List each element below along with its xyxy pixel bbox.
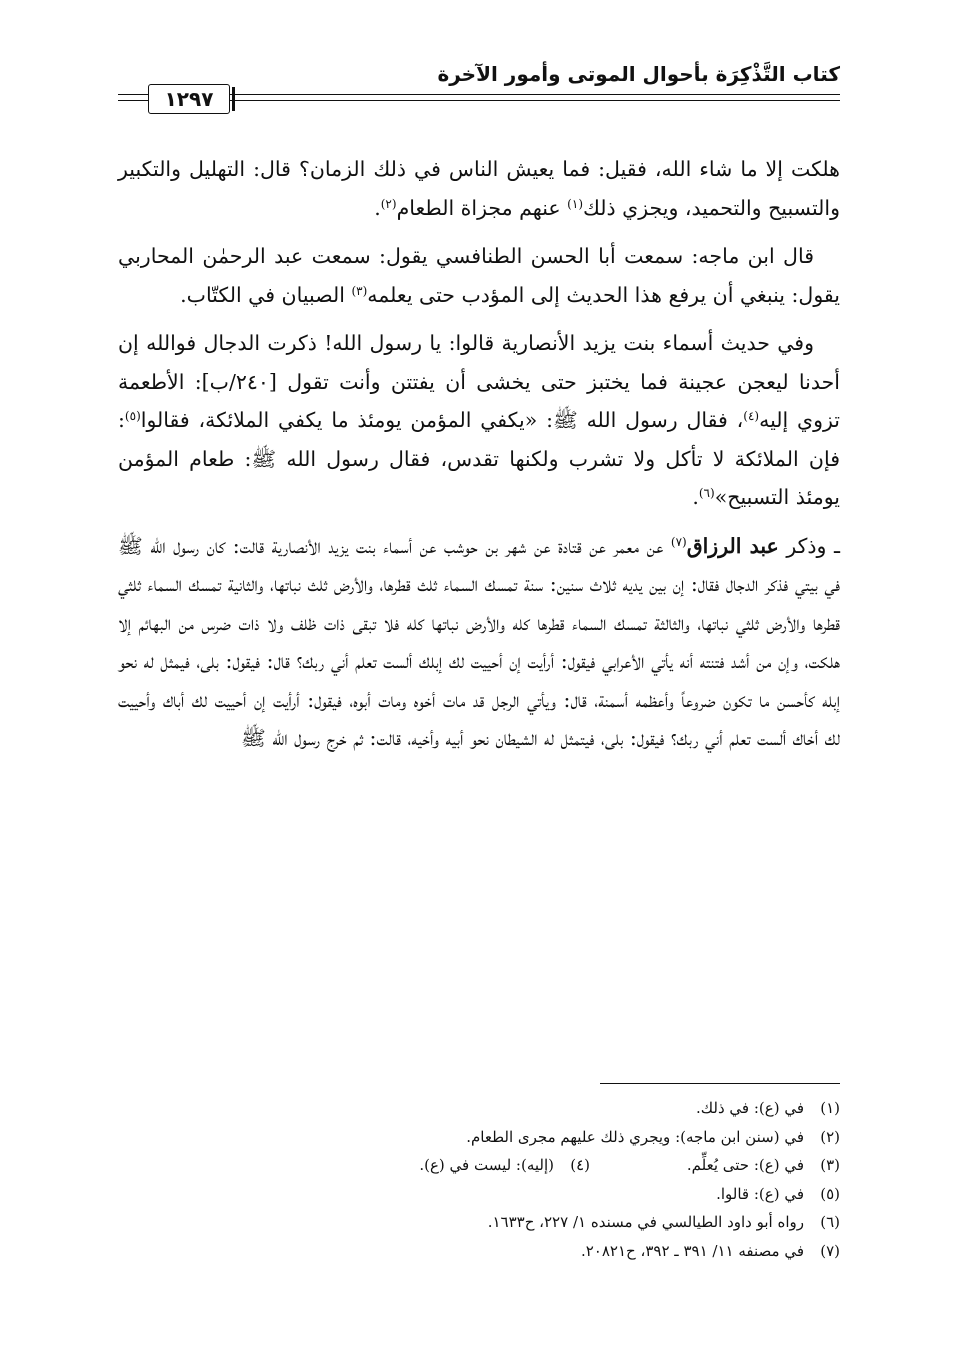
footnote-7 — [118, 1237, 840, 1266]
paragraph-2 — [118, 237, 840, 314]
paragraph-text: عن معمر عن قتادة عن شهر بن حوشب عن أسماء بنت يزيد الأنصارية قالت: كان رسول الله ﷺ في بيتي فذكر الدجال فقال: إن بين يديه ثلاث سنين: سنة تمسك السماء ثلث قطرها، والأرض ثلث نباتها، والثانية تمسك السماء ثلثي قطرها والأرض ثلثي نباتها، والثالثة تمسك السماء قطرها كله والأرض نباتها كله فلا تبقى ذات ظلف ولا ذات ضرس من البهائم إلا هلكت، وإن من أشد فتنته أنه يأتي الأعرابي فيقول: أرأيت إن أحييت لك إبلك ألست تعلم أني ربك؟ قال: فيقول: بلى، فيمثل له نحو إبله كأحسن ما تكون ضروعاً وأعظمه أسمنة، قال: ويأتي الرجل قد مات أخوه ومات أبوه، فيقول: أرأيت إن أحييت لك أباك وأحييت لك أخاك ألست تعلم أني ربك؟ فيقول: بلى، فيتمثل له الشيطان نحو أبيه وأخيه، قالت: ثم خرج رسول الله ﷺ — [118, 533, 840, 750]
footnote-number: (٢) — [820, 1127, 840, 1146]
footnote-text: في (ع): حتى يُعلِّم. — [686, 1156, 804, 1174]
footnote-ref-4[interactable]: (٤) — [743, 409, 760, 423]
footnote-text: في (سنن ابن ماجه): ويجري ذلك عليهم مجرى الطعام. — [466, 1127, 804, 1146]
footnote-ref-6[interactable]: (٦) — [698, 486, 715, 500]
footnote-2 — [118, 1123, 840, 1152]
footnote-row-3-4 — [118, 1151, 840, 1180]
paragraph-1 — [118, 150, 840, 227]
running-header — [118, 62, 840, 122]
paragraph-text: . — [374, 195, 381, 220]
paragraph-text: ، فقال رسول الله ﷺ: «يكفي المؤمن يومئذ ما يكفي الملائكة، فقالوا — [140, 408, 744, 432]
footnote-number: (٥) — [820, 1184, 840, 1203]
paragraph-3 — [118, 324, 840, 517]
narrator-name: عبد الرزاق — [686, 533, 779, 558]
footnote-text: رواه أبو داود الطيالسي في مسنده ١/ ٢٢٧، ح١٦٣٣. — [487, 1213, 804, 1231]
footnote-text: (إليه): ليست في (ع). — [419, 1156, 554, 1174]
paragraph-text: هلكت إلا ما شاء الله، فقيل: فما يعيش الناس في ذلك الزمان؟ قال: التهليل والتكبير والتسبيح والتحميد، ويجزي ذلك — [118, 157, 840, 220]
book-title: كتاب التَّذْكِرَة بأحوال الموتى وأمور الآخرة — [437, 62, 840, 86]
paragraph-4 — [118, 527, 840, 758]
footnote-ref-1[interactable]: (١) — [567, 196, 583, 211]
footnote-text: في (ع): في ذلك. — [695, 1099, 804, 1117]
page-number: ١٢٩٧ — [148, 84, 230, 114]
footnote-text: في مصنفه ١١/ ٣٩١ ـ ٣٩٢، ح٢٠٨٢١. — [580, 1241, 804, 1260]
footnote-text: في (ع): قالوا. — [716, 1184, 804, 1203]
footnote-number: (١) — [820, 1099, 840, 1117]
paragraph-text: : فإن الملائكة لا تأكل ولا تشرب ولكنها تقدس، فقال رسول الله ﷺ: طعام المؤمن يومئذ التسبيح» — [118, 408, 840, 509]
footnote-1 — [118, 1094, 840, 1123]
footnote-4 — [340, 1151, 590, 1180]
paragraph-text: عنهم مجزاة الطعام — [396, 195, 568, 220]
paragraph-text: ـ وذكر — [778, 533, 840, 558]
footnote-ref-5[interactable]: (٥) — [124, 409, 141, 423]
footnote-5 — [118, 1180, 840, 1209]
footnotes — [118, 1094, 840, 1265]
paragraph-text: وفي حديث أسماء بنت يزيد الأنصارية قالوا: يا رسول الله! ذكرت الدجال فوالله إن أحدنا ليعجن عجينة فما يختبز حتى يخشى أن يفتتن وأنت تقول [٢٤٠/ب]: الأطعمة تزوي إليه — [118, 331, 841, 432]
paragraph-text: قال ابن ماجه: سمعت أبا الحسن الطنافسي يقول: سمعت عبد الرحمٰن المحاربي يقول: ينبغي أن يرفع هذا الحديث إلى المؤدب حتى يعلمه — [118, 244, 840, 307]
main-text — [118, 150, 840, 768]
footnote-number: (٤) — [570, 1156, 590, 1174]
paragraph-text: الصبيان في الكتّاب. — [180, 282, 352, 307]
footnote-6 — [118, 1208, 840, 1237]
footnote-number: (٣) — [820, 1156, 840, 1174]
footnote-number: (٧) — [820, 1241, 840, 1260]
footnote-3 — [590, 1151, 840, 1180]
footnote-ref-7[interactable]: (٧) — [670, 534, 687, 549]
footnote-number: (٦) — [820, 1213, 840, 1231]
footnote-ref-2[interactable]: (٢) — [380, 196, 397, 211]
footnote-separator — [600, 1083, 840, 1084]
footnote-ref-3[interactable]: (٣) — [351, 283, 368, 298]
paragraph-text: . — [692, 485, 699, 509]
